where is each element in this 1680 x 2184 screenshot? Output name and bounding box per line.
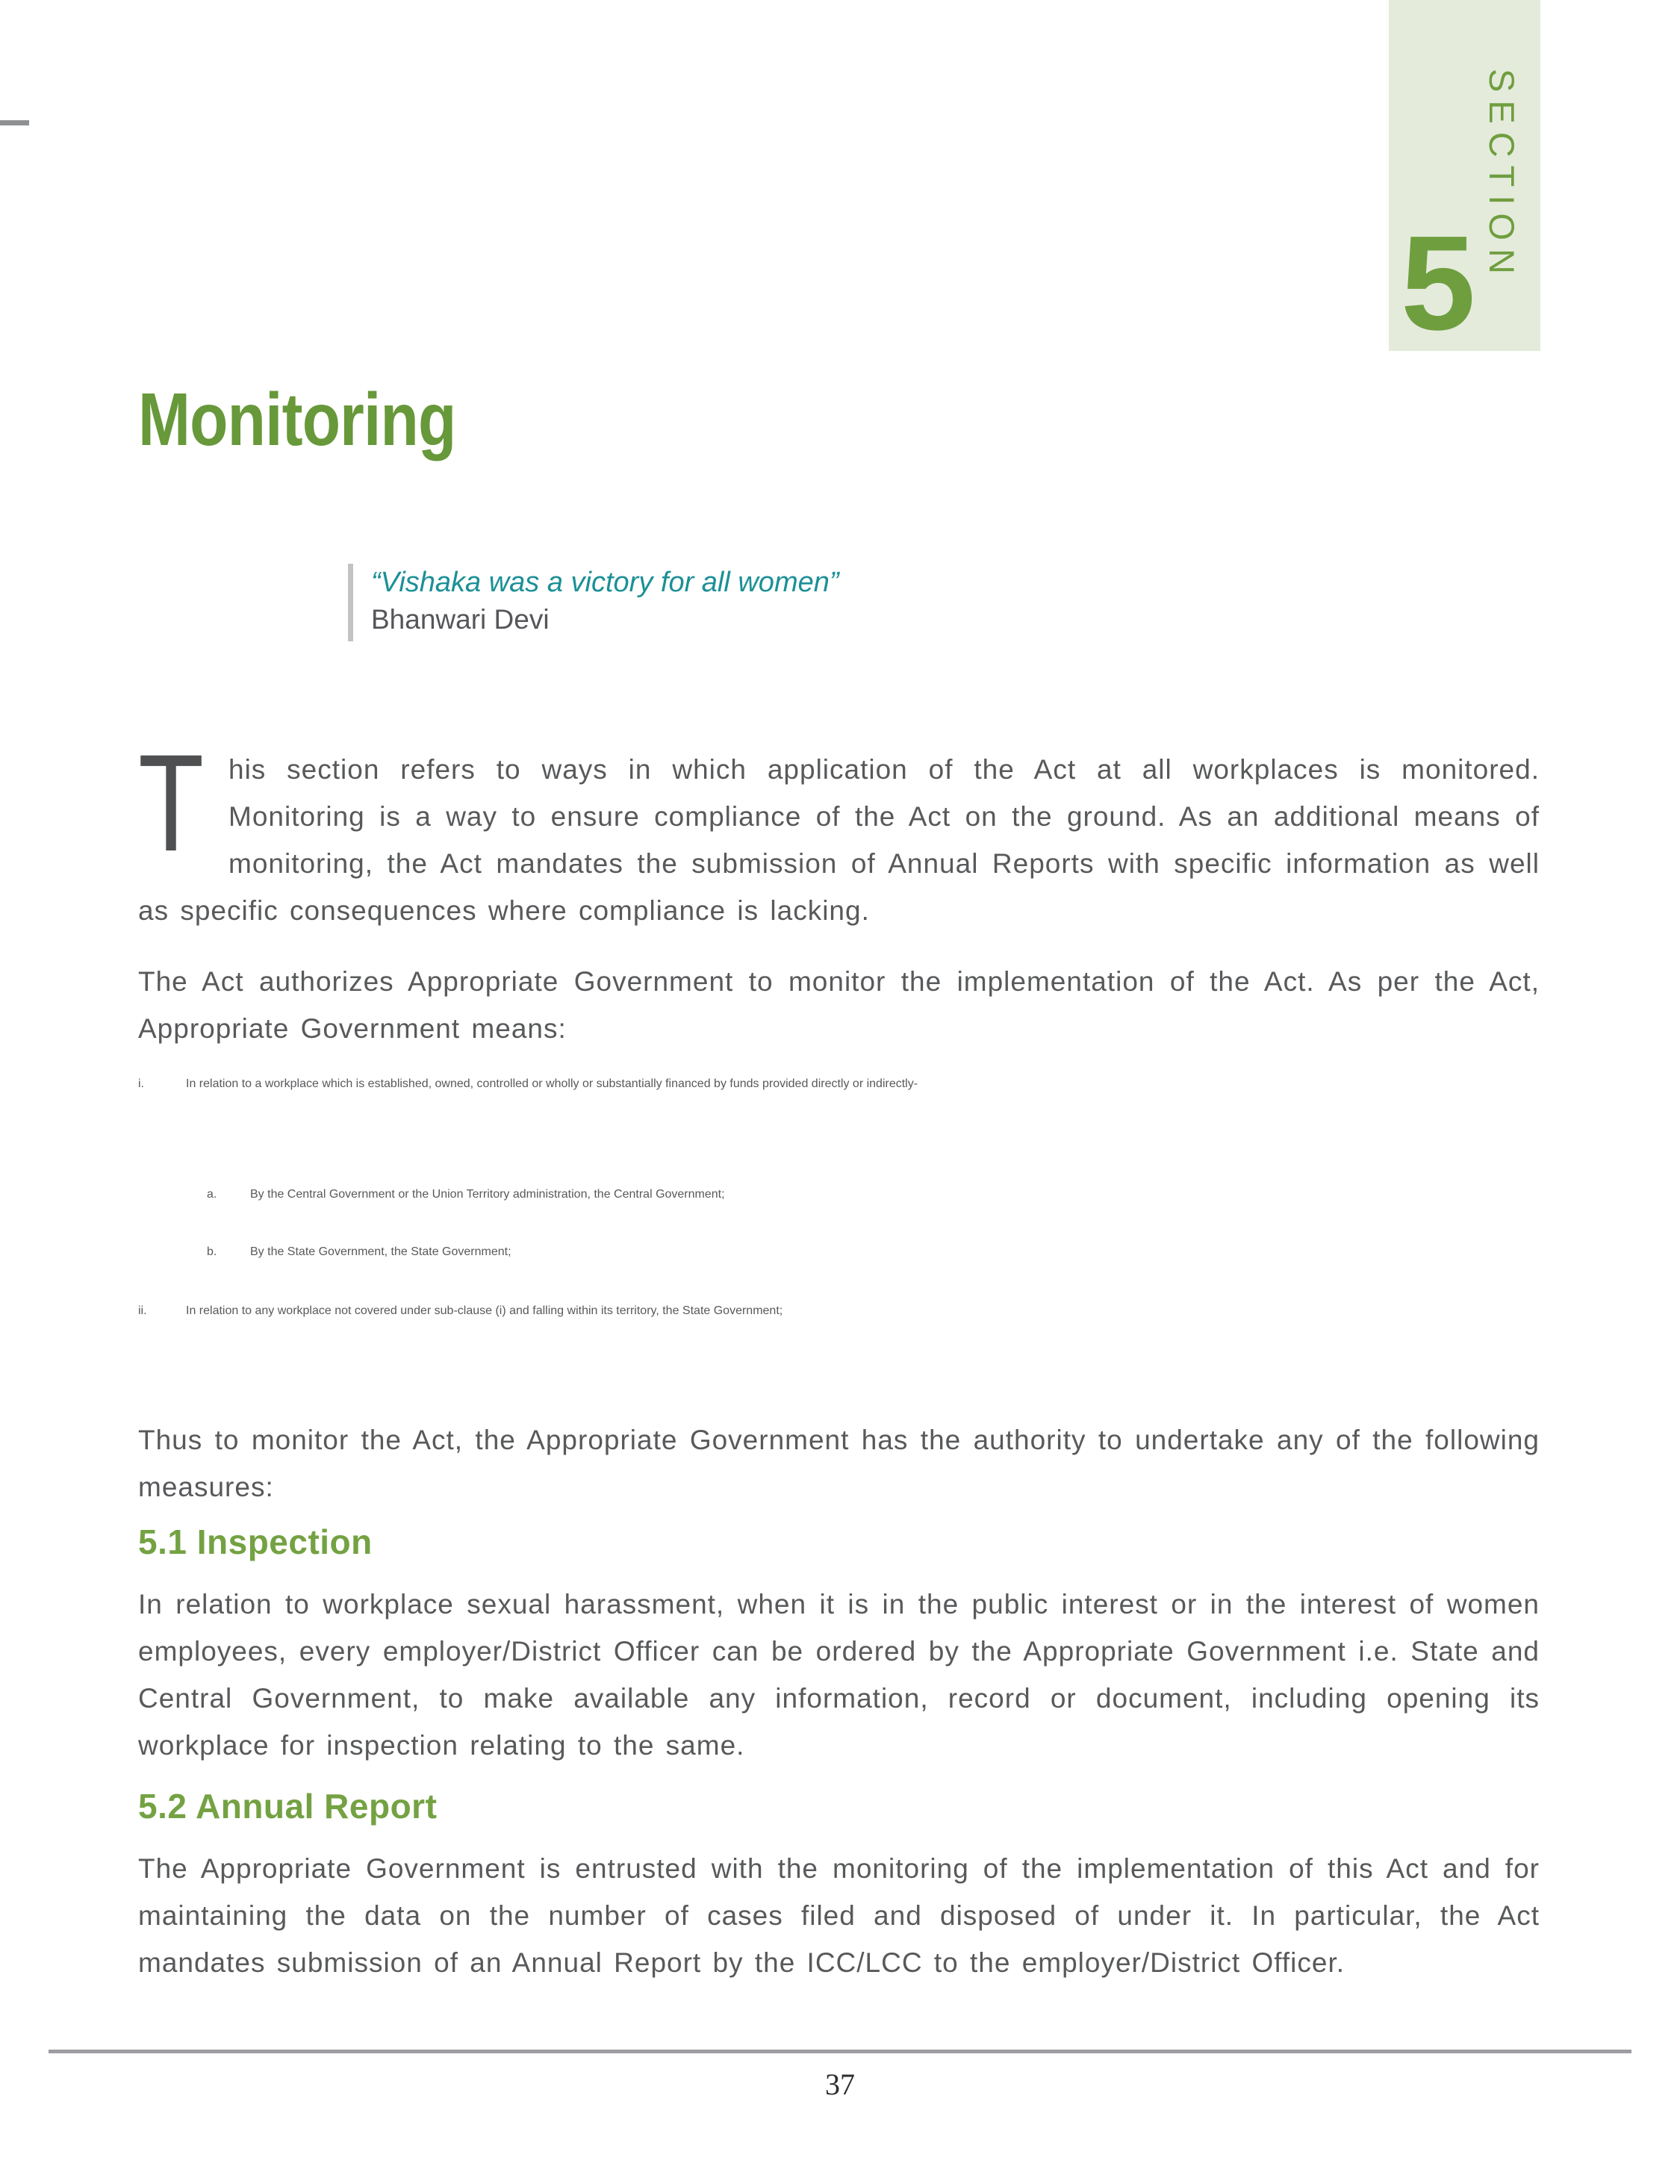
page-title: Monitoring [138,378,456,461]
paragraph-thus: Thus to monitor the Act, the Appropriate Government has the authority to undertake any of the following measures: [138,1425,1540,1502]
list-item-a [207,1188,1540,1235]
page-number: 37 [825,2068,855,2101]
content-column [138,0,1540,1986]
footer-rule [49,2050,1631,2053]
paragraph-inspection: In relation to workplace sexual harassment, when it is in the public interest or in the interest of women employees, every employer/District Officer can be ordered by the Appropriate Government i.e. State and Central Government, to make available any information, record or document, including opening its workplace for inspection relating to the same. [138,1589,1540,1761]
list-marker-ii: ii. [138,1304,147,1317]
list-text-ii: In relation to any workplace not covered under sub-clause (i) and falling within its territory, the State Government; [186,1304,783,1317]
heading-annual-report: 5.2 Annual Report [138,1787,438,1826]
paragraph-annual-report: The Appropriate Government is entrusted with the monitoring of the implementation of this Act and for maintaining the data on the number of cases filed and disposed of under it. In particular, the Act mandates submission of an Annual Report by the ICC/LCC to the employer/District Officer. [138,1853,1540,1978]
margin-dash [0,120,29,125]
paragraph-authorizes: The Act authorizes Appropriate Government to monitor the implementation of the Act. As per the Act, Appropriate Government means: [138,966,1540,1044]
list-item-ii [138,1304,1540,1399]
list-text-a: By the Central Government or the Union Territory administration, the Central Government; [250,1188,725,1201]
quote-text: “Vishaka was a victory for all women” [371,567,839,598]
section-number: 5 [1401,208,1473,358]
heading-inspection: 5.1 Inspection [138,1522,373,1561]
quote-attribution: Bhanwari Devi [371,604,550,635]
dropcap-letter: T [138,727,205,880]
list-item-i [138,1077,1540,1172]
intro-text: his section refers to ways in which application of the Act at all workplaces is monitored. Monitoring is a way to ensure compliance of the Act on the ground. As an additional means of monitoring, the Act mandates the submission of Annual Reports with specific information as well as specific consequences where compliance is lacking. [138,754,1540,926]
quote-block [348,564,1540,641]
list-marker-i: i. [138,1077,144,1090]
list-text-b: By the State Government, the State Government; [250,1245,511,1258]
list-item-b [207,1245,1540,1292]
list-text-i: In relation to a workplace which is established, owned, controlled or wholly or substantially financed by funds provided directly or indirectly- [186,1077,918,1090]
intro-paragraph [138,727,1540,934]
list-marker-b: b. [207,1245,217,1258]
section-label: SECTION [1482,69,1522,282]
list-marker-a: a. [207,1188,217,1201]
